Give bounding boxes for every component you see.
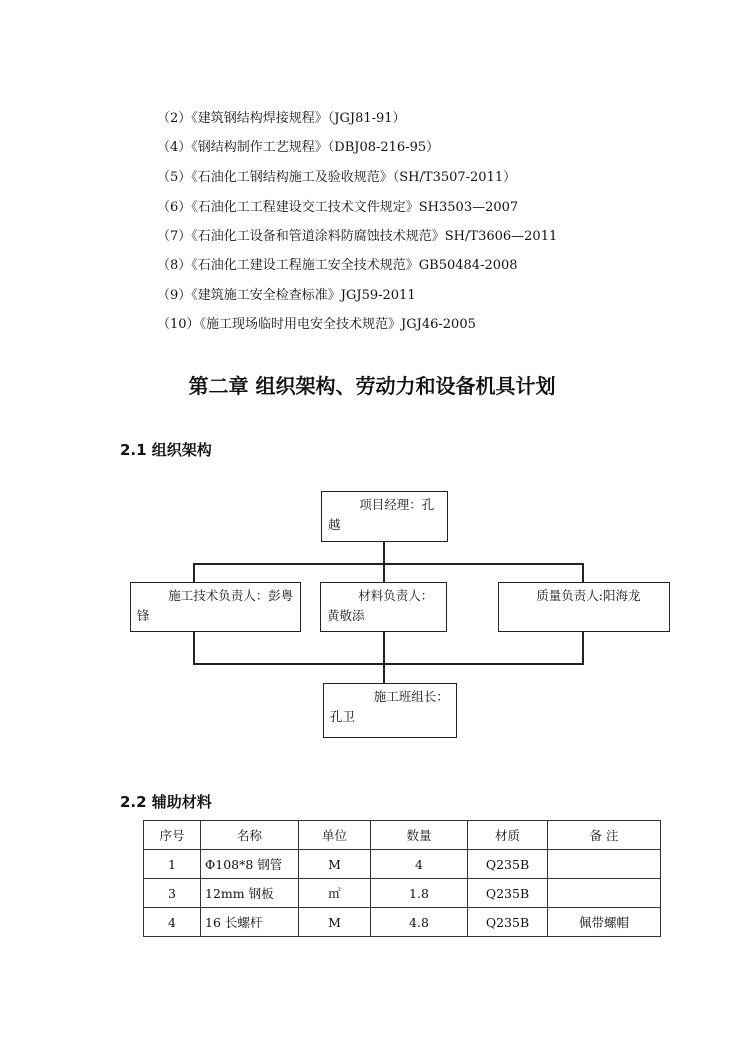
cell: [548, 850, 661, 879]
cell: Q235B: [468, 850, 548, 879]
org-box-team: 施工班组长：孔卫: [323, 683, 457, 738]
cell: 1.8: [371, 879, 468, 908]
table-row: [144, 879, 661, 908]
cell: 4: [144, 908, 201, 937]
reference-item: （6）《石油化工工程建设交工技术文件规定》SH3503—2007: [157, 200, 519, 215]
cell: 16 长螺杆: [201, 908, 299, 937]
reference-item: （4）《钢结构制作工艺规程》（DBJ08-216-95）: [157, 140, 440, 155]
cell: 12mm 钢板: [201, 879, 299, 908]
reference-item: （7）《石油化工设备和管道涂料防腐蚀技术规范》SH/T3606—2011: [157, 229, 558, 244]
cell: Φ108*8 钢管: [201, 850, 299, 879]
materials-table: [143, 820, 661, 937]
cell: 4: [371, 850, 468, 879]
org-box-material: 材料负责人：黄敬添: [320, 582, 447, 632]
cell: 4.8: [371, 908, 468, 937]
section-heading-materials: 2.2 辅助材料: [120, 793, 212, 811]
cell: M: [299, 850, 371, 879]
cell: 1: [144, 850, 201, 879]
header-cell: 备 注: [548, 821, 661, 850]
header-cell: 数量: [371, 821, 468, 850]
reference-item: （2）《建筑钢结构焊接规程》（JGJ81-91）: [157, 111, 406, 126]
table-header-row: [144, 821, 661, 850]
cell: ㎡: [299, 879, 371, 908]
header-cell: 序号: [144, 821, 201, 850]
reference-item: （9）《建筑施工安全检查标准》JGJ59-2011: [157, 288, 416, 303]
cell: Q235B: [468, 879, 548, 908]
org-box-quality: 质量负责人:阳海龙: [498, 582, 670, 632]
cell: M: [299, 908, 371, 937]
org-box-tech: 施工技术负责人：彭粤锋: [130, 582, 301, 632]
header-cell: 材质: [468, 821, 548, 850]
cell: [548, 879, 661, 908]
cell: 3: [144, 879, 201, 908]
reference-item: （5）《石油化工钢结构施工及验收规范》（SH/T3507-2011）: [157, 170, 517, 185]
header-cell: 单位: [299, 821, 371, 850]
reference-item: （10）《施工现场临时用电安全技术规范》JGJ46-2005: [157, 317, 476, 332]
org-box-manager: 项目经理：孔越: [321, 491, 448, 542]
cell: Q235B: [468, 908, 548, 937]
reference-item: （8）《石油化工建设工程施工安全技术规范》GB50484-2008: [157, 258, 518, 273]
cell: 佩带螺帽: [548, 908, 661, 937]
section-heading-org: 2.1 组织架构: [120, 441, 212, 459]
header-cell: 名称: [201, 821, 299, 850]
chapter-title: 第二章 组织架构、劳动力和设备机具计划: [188, 374, 556, 398]
table-row: [144, 850, 661, 879]
table-row: [144, 908, 661, 937]
